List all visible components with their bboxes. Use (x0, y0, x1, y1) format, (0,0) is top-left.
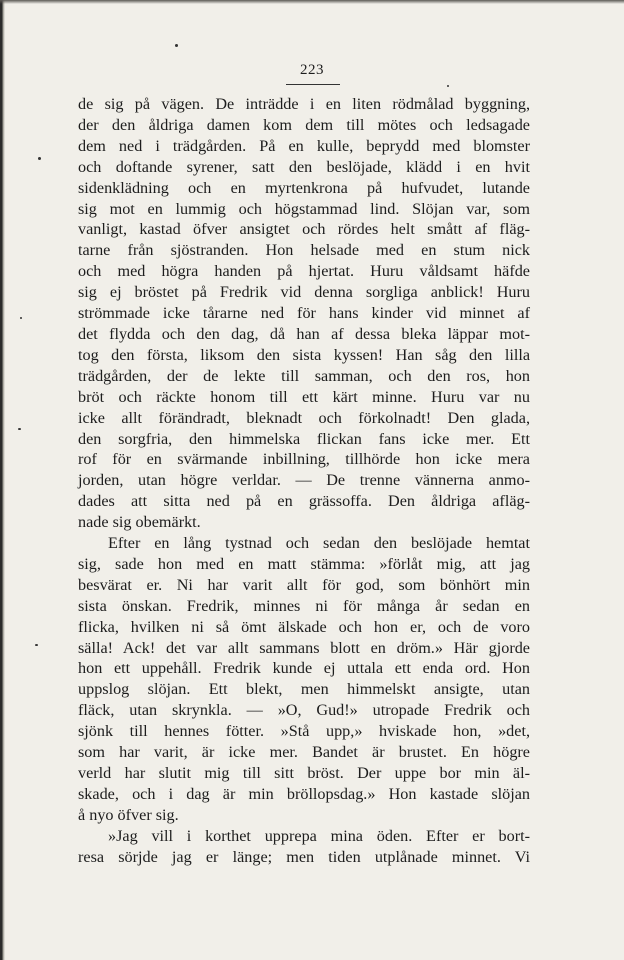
paragraph (78, 94, 530, 533)
text-line: å nyo öfver sig. (78, 805, 179, 824)
ink-speck (447, 85, 449, 87)
text-line: icke allt förändradt, bleknadt och förkolnadt! Den glada, (78, 408, 530, 427)
text-line: nade sig obemärkt. (78, 513, 201, 532)
paragraph (78, 826, 530, 868)
ink-speck (20, 317, 22, 319)
text-line: vanligt, kastad öfver ansigtet och rördes helt smått af fläg- (78, 220, 530, 239)
text-line: rof för en svärmande inbillning, tillhörde hon icke mera (78, 450, 530, 469)
ink-speck (18, 428, 21, 430)
text-line: dades att sitta ned på en grässoffa. Den åldriga afläg- (78, 492, 530, 511)
text-line: strömmade icke tårarne ned för hans kinder vid minnet af (78, 304, 530, 323)
ink-speck (35, 644, 38, 646)
text-line: uppslog slöjan. Ett blekt, men himmelskt ansigte, utan (78, 680, 530, 699)
paragraph (78, 533, 530, 826)
text-line: Efter en lång tystnad och sedan den beslöjade hemtat (108, 534, 530, 553)
text-line: sig ej bröstet på Fredrik vid denna sorgliga anblick! Huru (78, 283, 530, 302)
body-text (78, 94, 530, 868)
page-number: 223 (300, 62, 324, 78)
text-line: de sig på vägen. De inträdde i en liten rödmålad byggning, (78, 95, 530, 113)
page-number-rule (286, 84, 340, 85)
text-line: det flydda och den dag, då han af dessa bleka läppar mot- (78, 324, 530, 343)
ink-speck (175, 44, 178, 47)
text-line: sidenklädning och en myrtenkrona på hufvudet, lutande (78, 178, 530, 197)
text-line: sjönk till hennes fötter. »Stå upp,» hviskade hon, »det, (78, 722, 530, 741)
text-line: trädgården, der de lekte till samman, och den ros, hon (78, 366, 530, 385)
text-line: flicka, hvilken ni så ömt älskade och hon er, och de voro (78, 617, 530, 636)
text-line: och med högra handen på hjertat. Huru våldsamt häfde (78, 262, 530, 281)
text-line: sälla! Ack! det var allt sammans blott en dröm.» Här gjorde (78, 638, 530, 657)
text-line: besvärat er. Ni har varit allt för god, som bönhört min (78, 575, 530, 594)
text-line: skade, och i dag är min bröllopsdag.» Hon kastade slöjan (78, 784, 530, 803)
text-line: och doftande syrener, satt den beslöjade, klädd i en hvit (78, 157, 530, 176)
text-line: dem ned i trädgården. På en kulle, beprydd med blomster (78, 136, 530, 155)
ink-speck (38, 157, 41, 160)
text-line: den sorgfria, den himmelska flickan fans icke mer. Ett (78, 429, 530, 448)
text-line: sig mot en lummig och högstammad lind. Slöjan var, som (78, 199, 530, 218)
text-line: bröt och räckte honom till ett kärt minne. Huru var nu (78, 387, 530, 406)
text-line: tog den första, liksom den sista kyssen! Han såg den lilla (78, 345, 530, 364)
page-top-edge (0, 0, 624, 4)
text-line: tarne från sjöstranden. Hon helsade med en stum nick (78, 241, 530, 260)
text-line: sig, sade hon med en matt stämma: »förlåt mig, att jag (78, 554, 530, 573)
text-line: hon ett uppehåll. Fredrik kunde ej uttala ett enda ord. Hon (78, 659, 530, 678)
text-line: sista önskan. Fredrik, minnes ni för många år sedan en (78, 596, 530, 615)
text-line: jorden, utan högre verldar. — De trenne vännerna anmo- (78, 471, 530, 490)
text-line: der den åldriga damen kom dem till mötes och ledsagade (78, 115, 530, 134)
text-line: fläck, utan skrynkla. — »O, Gud!» utropade Fredrik och (78, 701, 530, 720)
text-line: »Jag vill i korthet upprepa mina öden. Efter er bort- (108, 826, 530, 845)
text-line: resa sörjde jag er länge; men tiden utplånade minnet. Vi (78, 847, 530, 866)
text-line: verld har slutit mig till sitt bröst. Der uppe bor min äl- (78, 764, 530, 782)
page-binding-edge (0, 0, 5, 960)
text-line: som har varit, är icke mer. Bandet är brustet. En högre (78, 743, 530, 762)
